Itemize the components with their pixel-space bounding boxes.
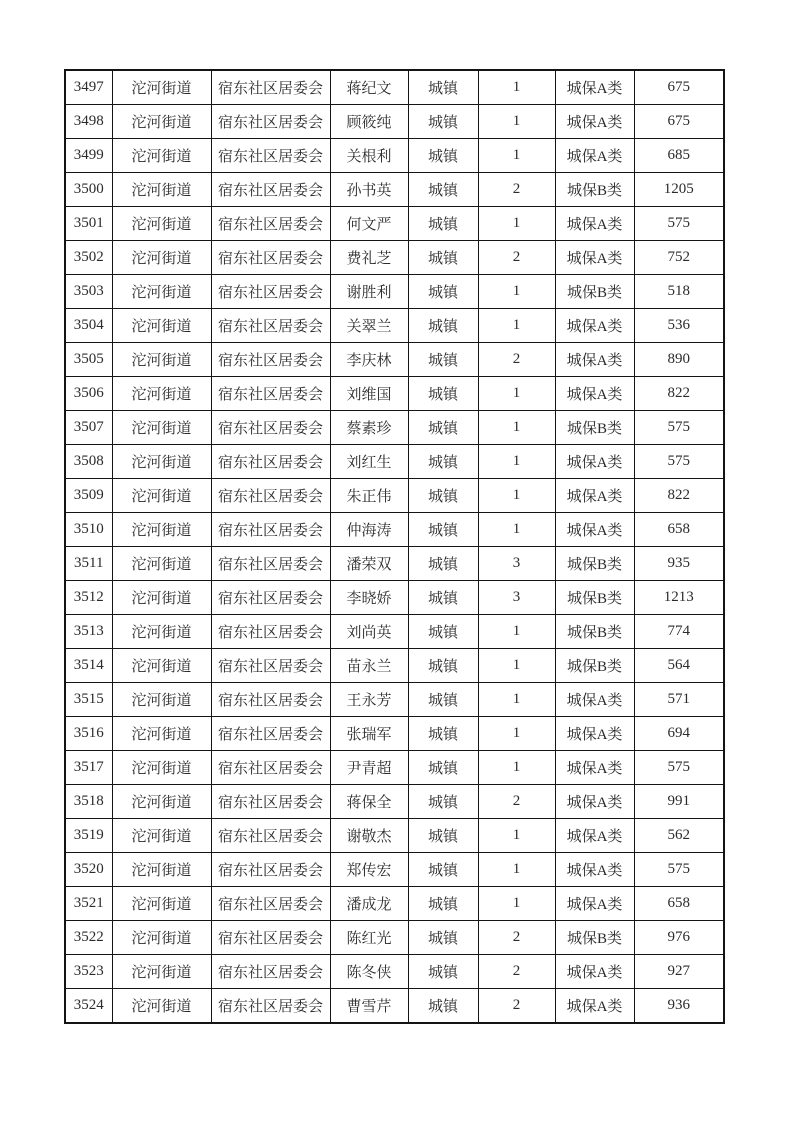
serial-number-cell: 3500 [65, 173, 112, 207]
serial-number-cell: 3511 [65, 547, 112, 581]
street-cell: 沱河街道 [112, 105, 211, 139]
person-name-cell: 刘维国 [330, 377, 408, 411]
amount-cell: 675 [634, 70, 724, 105]
table-row [65, 207, 724, 241]
household-count-cell: 2 [478, 785, 555, 819]
amount-cell: 774 [634, 615, 724, 649]
serial-number-cell: 3522 [65, 921, 112, 955]
residence-type-cell: 城镇 [408, 309, 478, 343]
residence-type-cell: 城镇 [408, 683, 478, 717]
street-cell: 沱河街道 [112, 207, 211, 241]
amount-cell: 575 [634, 207, 724, 241]
serial-number-cell: 3510 [65, 513, 112, 547]
serial-number-cell: 3518 [65, 785, 112, 819]
household-count-cell: 1 [478, 139, 555, 173]
insurance-category-cell: 城保B类 [555, 581, 634, 615]
serial-number-cell: 3502 [65, 241, 112, 275]
insurance-category-cell: 城保A类 [555, 309, 634, 343]
table-row [65, 615, 724, 649]
community-cell: 宿东社区居委会 [211, 445, 330, 479]
table-row [65, 683, 724, 717]
person-name-cell: 刘红生 [330, 445, 408, 479]
residence-type-cell: 城镇 [408, 547, 478, 581]
household-count-cell: 1 [478, 683, 555, 717]
household-count-cell: 1 [478, 445, 555, 479]
table-row [65, 479, 724, 513]
street-cell: 沱河街道 [112, 547, 211, 581]
residence-type-cell: 城镇 [408, 921, 478, 955]
community-cell: 宿东社区居委会 [211, 343, 330, 377]
household-count-cell: 1 [478, 717, 555, 751]
household-count-cell: 2 [478, 173, 555, 207]
residence-type-cell: 城镇 [408, 105, 478, 139]
household-count-cell: 1 [478, 411, 555, 445]
street-cell: 沱河街道 [112, 70, 211, 105]
residence-type-cell: 城镇 [408, 445, 478, 479]
amount-cell: 571 [634, 683, 724, 717]
insurance-category-cell: 城保A类 [555, 207, 634, 241]
residence-type-cell: 城镇 [408, 479, 478, 513]
table-row [65, 377, 724, 411]
community-cell: 宿东社区居委会 [211, 921, 330, 955]
community-cell: 宿东社区居委会 [211, 105, 330, 139]
household-count-cell: 3 [478, 581, 555, 615]
person-name-cell: 顾筱纯 [330, 105, 408, 139]
insurance-category-cell: 城保B类 [555, 921, 634, 955]
insurance-category-cell: 城保A类 [555, 683, 634, 717]
serial-number-cell: 3519 [65, 819, 112, 853]
amount-cell: 935 [634, 547, 724, 581]
person-name-cell: 谢敬杰 [330, 819, 408, 853]
table-row [65, 105, 724, 139]
street-cell: 沱河街道 [112, 275, 211, 309]
amount-cell: 575 [634, 751, 724, 785]
person-name-cell: 孙书英 [330, 173, 408, 207]
person-name-cell: 潘荣双 [330, 547, 408, 581]
household-count-cell: 1 [478, 615, 555, 649]
residence-type-cell: 城镇 [408, 819, 478, 853]
household-count-cell: 1 [478, 207, 555, 241]
insurance-category-cell: 城保A类 [555, 513, 634, 547]
serial-number-cell: 3516 [65, 717, 112, 751]
amount-cell: 822 [634, 479, 724, 513]
street-cell: 沱河街道 [112, 377, 211, 411]
street-cell: 沱河街道 [112, 649, 211, 683]
serial-number-cell: 3504 [65, 309, 112, 343]
table-row [65, 547, 724, 581]
insurance-category-cell: 城保B类 [555, 173, 634, 207]
street-cell: 沱河街道 [112, 717, 211, 751]
street-cell: 沱河街道 [112, 683, 211, 717]
amount-cell: 927 [634, 955, 724, 989]
residence-type-cell: 城镇 [408, 343, 478, 377]
serial-number-cell: 3498 [65, 105, 112, 139]
amount-cell: 658 [634, 887, 724, 921]
amount-cell: 890 [634, 343, 724, 377]
serial-number-cell: 3497 [65, 70, 112, 105]
table-row [65, 70, 724, 105]
serial-number-cell: 3523 [65, 955, 112, 989]
table-row [65, 751, 724, 785]
person-name-cell: 仲海涛 [330, 513, 408, 547]
residence-type-cell: 城镇 [408, 615, 478, 649]
person-name-cell: 关翠兰 [330, 309, 408, 343]
serial-number-cell: 3514 [65, 649, 112, 683]
table-row [65, 989, 724, 1024]
person-name-cell: 潘成龙 [330, 887, 408, 921]
person-name-cell: 陈红光 [330, 921, 408, 955]
household-count-cell: 2 [478, 241, 555, 275]
amount-cell: 658 [634, 513, 724, 547]
community-cell: 宿东社区居委会 [211, 139, 330, 173]
community-cell: 宿东社区居委会 [211, 513, 330, 547]
person-name-cell: 关根利 [330, 139, 408, 173]
insurance-category-cell: 城保A类 [555, 105, 634, 139]
person-name-cell: 李庆林 [330, 343, 408, 377]
insurance-category-cell: 城保B类 [555, 275, 634, 309]
residence-type-cell: 城镇 [408, 411, 478, 445]
community-cell: 宿东社区居委会 [211, 173, 330, 207]
welfare-roster-table [64, 69, 725, 1024]
community-cell: 宿东社区居委会 [211, 785, 330, 819]
street-cell: 沱河街道 [112, 411, 211, 445]
household-count-cell: 1 [478, 513, 555, 547]
amount-cell: 575 [634, 445, 724, 479]
community-cell: 宿东社区居委会 [211, 717, 330, 751]
table-body [65, 70, 724, 1023]
residence-type-cell: 城镇 [408, 955, 478, 989]
household-count-cell: 1 [478, 479, 555, 513]
community-cell: 宿东社区居委会 [211, 581, 330, 615]
residence-type-cell: 城镇 [408, 887, 478, 921]
household-count-cell: 1 [478, 649, 555, 683]
street-cell: 沱河街道 [112, 751, 211, 785]
community-cell: 宿东社区居委会 [211, 853, 330, 887]
insurance-category-cell: 城保B类 [555, 547, 634, 581]
community-cell: 宿东社区居委会 [211, 479, 330, 513]
household-count-cell: 1 [478, 887, 555, 921]
person-name-cell: 朱正伟 [330, 479, 408, 513]
amount-cell: 575 [634, 853, 724, 887]
insurance-category-cell: 城保A类 [555, 955, 634, 989]
table-row [65, 275, 724, 309]
serial-number-cell: 3501 [65, 207, 112, 241]
household-count-cell: 1 [478, 853, 555, 887]
amount-cell: 1213 [634, 581, 724, 615]
household-count-cell: 1 [478, 819, 555, 853]
community-cell: 宿东社区居委会 [211, 683, 330, 717]
residence-type-cell: 城镇 [408, 207, 478, 241]
person-name-cell: 蔡素珍 [330, 411, 408, 445]
residence-type-cell: 城镇 [408, 377, 478, 411]
serial-number-cell: 3509 [65, 479, 112, 513]
table-row [65, 921, 724, 955]
person-name-cell: 费礼芝 [330, 241, 408, 275]
residence-type-cell: 城镇 [408, 139, 478, 173]
insurance-category-cell: 城保A类 [555, 139, 634, 173]
table-row [65, 411, 724, 445]
community-cell: 宿东社区居委会 [211, 989, 330, 1024]
table-row [65, 513, 724, 547]
amount-cell: 976 [634, 921, 724, 955]
community-cell: 宿东社区居委会 [211, 207, 330, 241]
insurance-category-cell: 城保B类 [555, 411, 634, 445]
serial-number-cell: 3517 [65, 751, 112, 785]
insurance-category-cell: 城保A类 [555, 819, 634, 853]
community-cell: 宿东社区居委会 [211, 547, 330, 581]
street-cell: 沱河街道 [112, 581, 211, 615]
insurance-category-cell: 城保A类 [555, 479, 634, 513]
household-count-cell: 1 [478, 275, 555, 309]
community-cell: 宿东社区居委会 [211, 377, 330, 411]
person-name-cell: 曹雪芹 [330, 989, 408, 1024]
household-count-cell: 2 [478, 955, 555, 989]
person-name-cell: 尹青超 [330, 751, 408, 785]
table-row [65, 343, 724, 377]
serial-number-cell: 3520 [65, 853, 112, 887]
street-cell: 沱河街道 [112, 479, 211, 513]
amount-cell: 562 [634, 819, 724, 853]
community-cell: 宿东社区居委会 [211, 411, 330, 445]
serial-number-cell: 3515 [65, 683, 112, 717]
amount-cell: 564 [634, 649, 724, 683]
person-name-cell: 蒋保全 [330, 785, 408, 819]
street-cell: 沱河街道 [112, 309, 211, 343]
serial-number-cell: 3521 [65, 887, 112, 921]
table-row [65, 241, 724, 275]
insurance-category-cell: 城保A类 [555, 751, 634, 785]
amount-cell: 685 [634, 139, 724, 173]
table-row [65, 819, 724, 853]
residence-type-cell: 城镇 [408, 275, 478, 309]
insurance-category-cell: 城保A类 [555, 377, 634, 411]
table-row [65, 139, 724, 173]
insurance-category-cell: 城保A类 [555, 70, 634, 105]
street-cell: 沱河街道 [112, 139, 211, 173]
residence-type-cell: 城镇 [408, 989, 478, 1024]
street-cell: 沱河街道 [112, 173, 211, 207]
amount-cell: 675 [634, 105, 724, 139]
amount-cell: 1205 [634, 173, 724, 207]
community-cell: 宿东社区居委会 [211, 309, 330, 343]
serial-number-cell: 3507 [65, 411, 112, 445]
insurance-category-cell: 城保A类 [555, 887, 634, 921]
street-cell: 沱河街道 [112, 887, 211, 921]
table-row [65, 853, 724, 887]
street-cell: 沱河街道 [112, 853, 211, 887]
insurance-category-cell: 城保A类 [555, 343, 634, 377]
street-cell: 沱河街道 [112, 785, 211, 819]
community-cell: 宿东社区居委会 [211, 819, 330, 853]
insurance-category-cell: 城保A类 [555, 241, 634, 275]
community-cell: 宿东社区居委会 [211, 955, 330, 989]
residence-type-cell: 城镇 [408, 853, 478, 887]
serial-number-cell: 3499 [65, 139, 112, 173]
residence-type-cell: 城镇 [408, 241, 478, 275]
community-cell: 宿东社区居委会 [211, 70, 330, 105]
street-cell: 沱河街道 [112, 513, 211, 547]
amount-cell: 991 [634, 785, 724, 819]
residence-type-cell: 城镇 [408, 649, 478, 683]
household-count-cell: 1 [478, 105, 555, 139]
community-cell: 宿东社区居委会 [211, 615, 330, 649]
street-cell: 沱河街道 [112, 445, 211, 479]
table-row [65, 309, 724, 343]
street-cell: 沱河街道 [112, 819, 211, 853]
amount-cell: 536 [634, 309, 724, 343]
street-cell: 沱河街道 [112, 955, 211, 989]
person-name-cell: 刘尚英 [330, 615, 408, 649]
community-cell: 宿东社区居委会 [211, 887, 330, 921]
residence-type-cell: 城镇 [408, 581, 478, 615]
household-count-cell: 2 [478, 343, 555, 377]
street-cell: 沱河街道 [112, 615, 211, 649]
table-row [65, 445, 724, 479]
table-row [65, 173, 724, 207]
household-count-cell: 1 [478, 377, 555, 411]
amount-cell: 936 [634, 989, 724, 1024]
table-row [65, 717, 724, 751]
serial-number-cell: 3524 [65, 989, 112, 1024]
person-name-cell: 张瑞军 [330, 717, 408, 751]
person-name-cell: 王永芳 [330, 683, 408, 717]
amount-cell: 575 [634, 411, 724, 445]
serial-number-cell: 3512 [65, 581, 112, 615]
person-name-cell: 谢胜利 [330, 275, 408, 309]
serial-number-cell: 3513 [65, 615, 112, 649]
table-row [65, 887, 724, 921]
household-count-cell: 2 [478, 989, 555, 1024]
table-row [65, 581, 724, 615]
serial-number-cell: 3503 [65, 275, 112, 309]
residence-type-cell: 城镇 [408, 70, 478, 105]
person-name-cell: 郑传宏 [330, 853, 408, 887]
community-cell: 宿东社区居委会 [211, 751, 330, 785]
community-cell: 宿东社区居委会 [211, 649, 330, 683]
amount-cell: 694 [634, 717, 724, 751]
person-name-cell: 陈冬侠 [330, 955, 408, 989]
street-cell: 沱河街道 [112, 343, 211, 377]
household-count-cell: 2 [478, 921, 555, 955]
insurance-category-cell: 城保A类 [555, 717, 634, 751]
amount-cell: 752 [634, 241, 724, 275]
amount-cell: 822 [634, 377, 724, 411]
insurance-category-cell: 城保A类 [555, 445, 634, 479]
table-row [65, 955, 724, 989]
insurance-category-cell: 城保A类 [555, 853, 634, 887]
table-row [65, 785, 724, 819]
household-count-cell: 1 [478, 751, 555, 785]
serial-number-cell: 3508 [65, 445, 112, 479]
insurance-category-cell: 城保A类 [555, 785, 634, 819]
street-cell: 沱河街道 [112, 989, 211, 1024]
household-count-cell: 1 [478, 70, 555, 105]
residence-type-cell: 城镇 [408, 785, 478, 819]
household-count-cell: 1 [478, 309, 555, 343]
insurance-category-cell: 城保A类 [555, 989, 634, 1024]
residence-type-cell: 城镇 [408, 751, 478, 785]
person-name-cell: 李晓娇 [330, 581, 408, 615]
residence-type-cell: 城镇 [408, 717, 478, 751]
person-name-cell: 苗永兰 [330, 649, 408, 683]
person-name-cell: 蒋纪文 [330, 70, 408, 105]
serial-number-cell: 3505 [65, 343, 112, 377]
insurance-category-cell: 城保B类 [555, 649, 634, 683]
residence-type-cell: 城镇 [408, 173, 478, 207]
person-name-cell: 何文严 [330, 207, 408, 241]
serial-number-cell: 3506 [65, 377, 112, 411]
table-row [65, 649, 724, 683]
household-count-cell: 3 [478, 547, 555, 581]
insurance-category-cell: 城保B类 [555, 615, 634, 649]
street-cell: 沱河街道 [112, 921, 211, 955]
street-cell: 沱河街道 [112, 241, 211, 275]
community-cell: 宿东社区居委会 [211, 241, 330, 275]
community-cell: 宿东社区居委会 [211, 275, 330, 309]
residence-type-cell: 城镇 [408, 513, 478, 547]
amount-cell: 518 [634, 275, 724, 309]
